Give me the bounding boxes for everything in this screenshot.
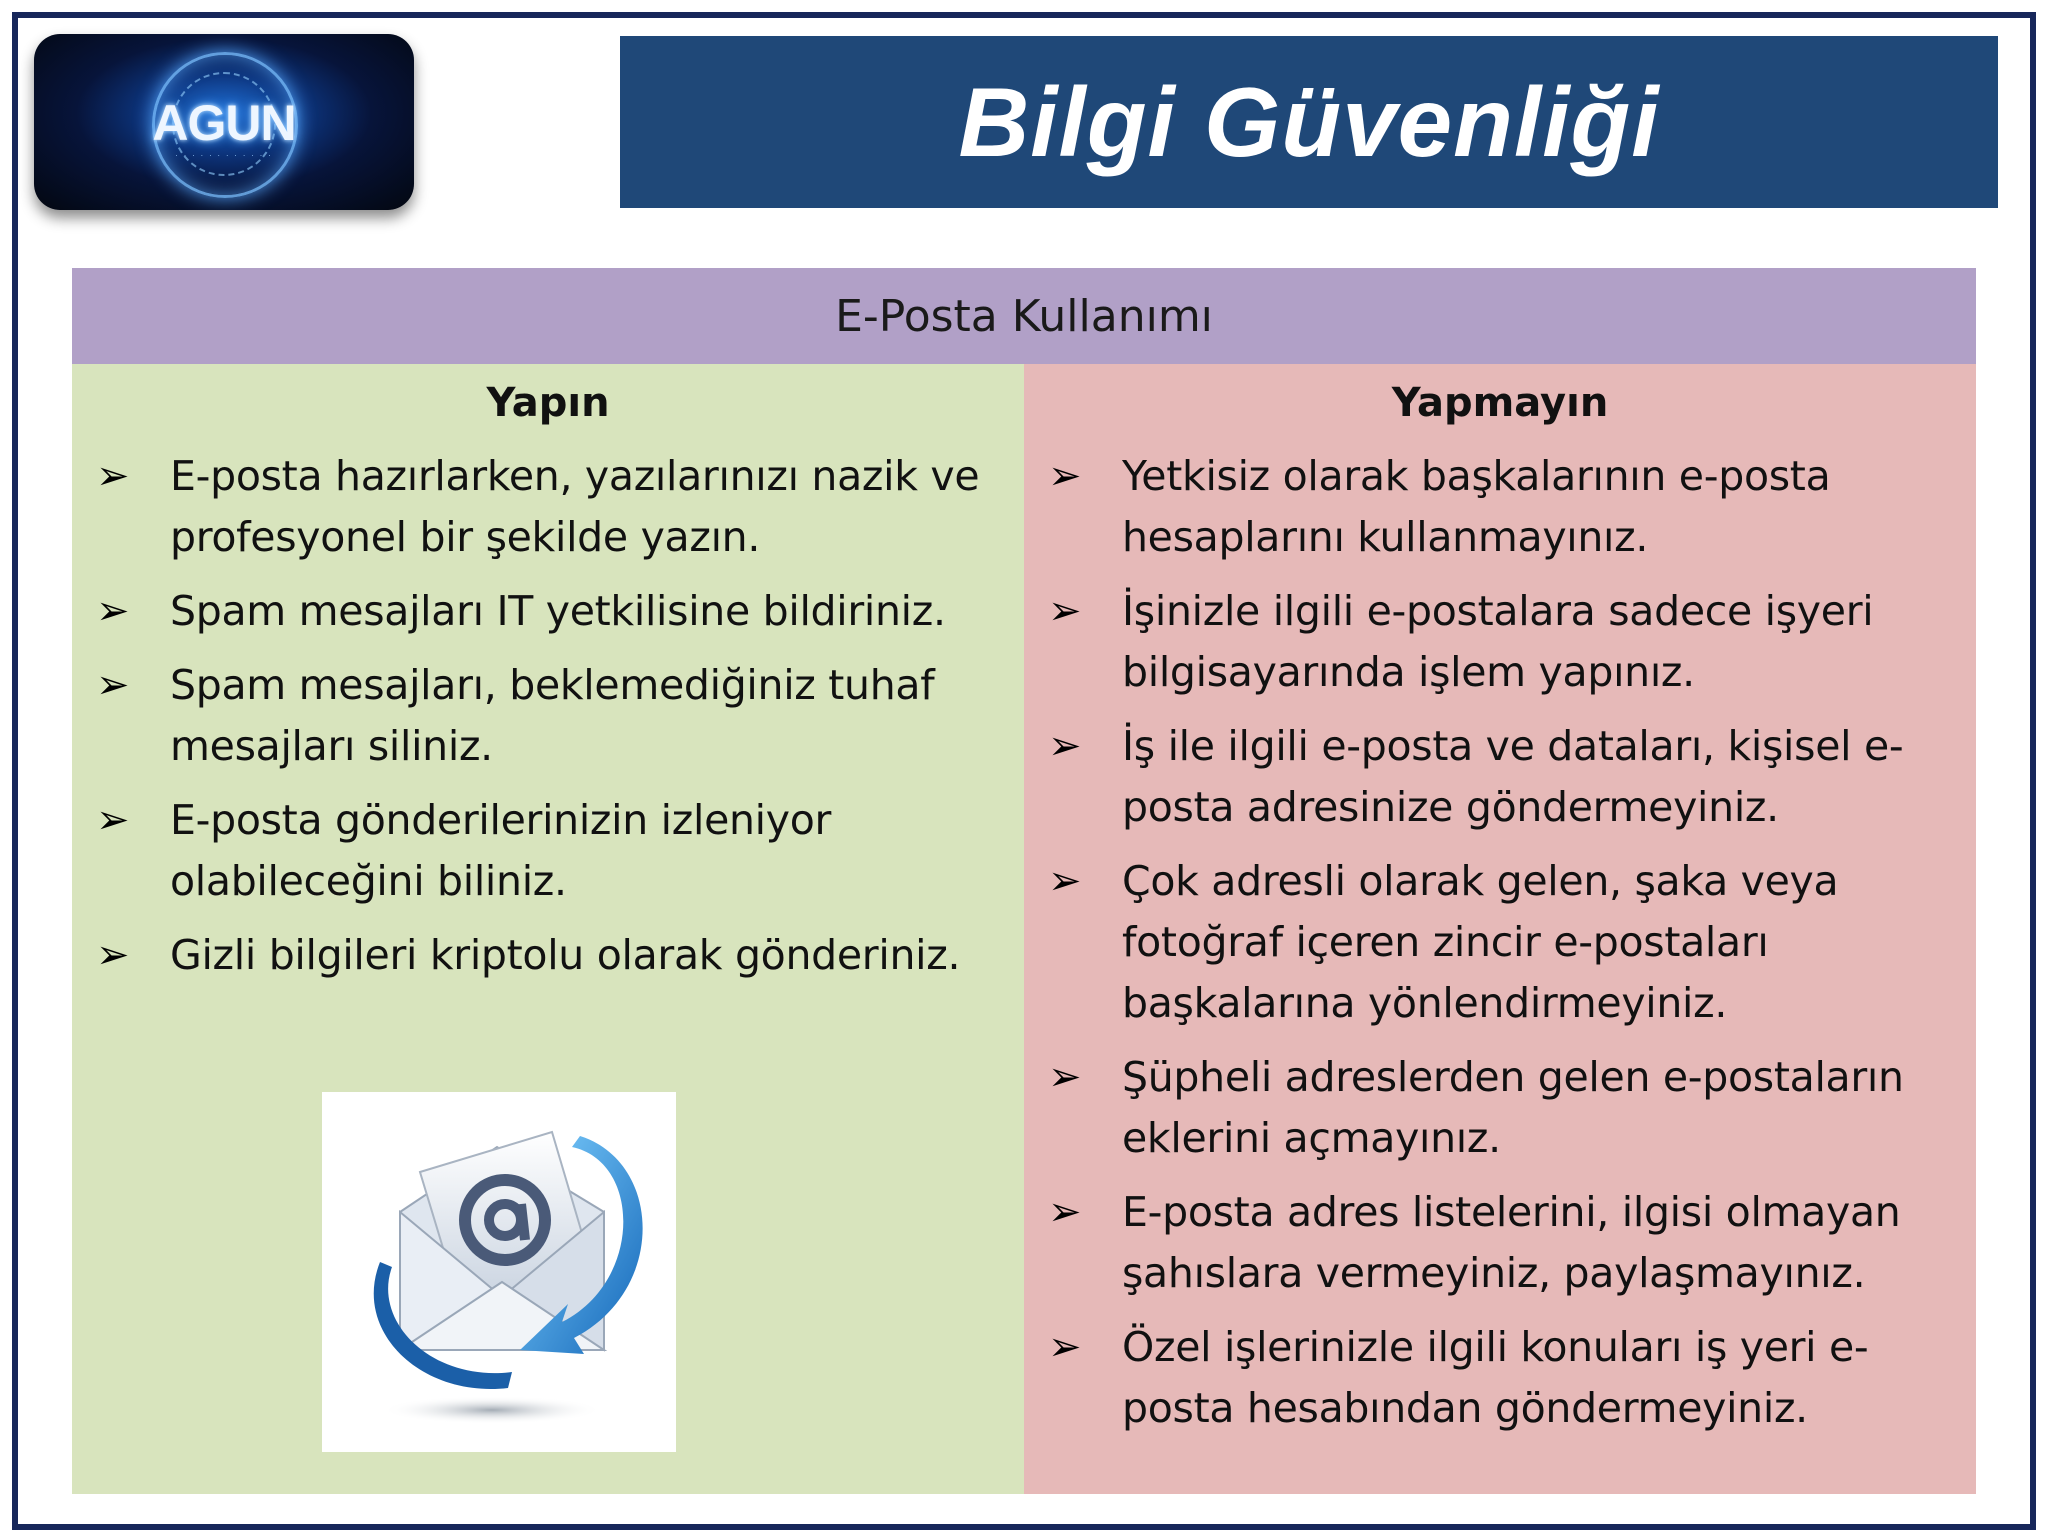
arrowhead-bullet-icon: ➢	[96, 453, 130, 499]
arrowhead-bullet-icon: ➢	[1048, 1324, 1082, 1370]
do-item: ➢ E-posta hazırlarken, yazılarınızı nazik ve profesyonel bir şekilde yazın.	[72, 446, 1024, 568]
dont-heading: Yapmayın	[1391, 380, 1609, 426]
do-item: ➢ E-posta gönderilerinizin izleniyor olabileceğini biliniz.	[72, 790, 1024, 912]
agun-logo	[34, 34, 414, 210]
arrowhead-bullet-icon: ➢	[96, 588, 130, 634]
page-title: Bilgi Güvenliği	[958, 66, 1660, 177]
do-item: ➢ Gizli bilgileri kriptolu olarak gönderiniz.	[72, 925, 1024, 986]
arrowhead-bullet-icon: ➢	[1048, 1189, 1082, 1235]
arrowhead-bullet-icon: ➢	[96, 932, 130, 978]
section-title: E-Posta Kullanımı	[835, 290, 1213, 342]
arrowhead-bullet-icon: ➢	[1048, 453, 1082, 499]
dont-item: ➢ Özel işlerinizle ilgili konuları iş yeri e-posta hesabından göndermeyiniz.	[1024, 1317, 1976, 1439]
logo-tagline: · · · · · · · · · · · ·	[175, 152, 273, 160]
arrowhead-bullet-icon: ➢	[1048, 1054, 1082, 1100]
logo-text: AGUN	[152, 95, 296, 151]
dont-item: ➢ Çok adresli olarak gelen, şaka veya fotoğraf içeren zincir e-postaları başkalarına yönlendirmeyiniz.	[1024, 851, 1976, 1034]
arrowhead-bullet-icon: ➢	[1048, 723, 1082, 769]
arrowhead-bullet-icon: ➢	[96, 797, 130, 843]
dont-item: ➢ Yetkisiz olarak başkalarının e-posta hesaplarını kullanmayınız.	[1024, 446, 1976, 568]
do-heading: Yapın	[486, 380, 610, 426]
do-list	[72, 438, 1024, 986]
dont-item: ➢ İş ile ilgili e-posta ve dataları, kişisel e-posta adresinize göndermeyiniz.	[1024, 716, 1976, 838]
email-envelope-icon	[322, 1092, 676, 1452]
dont-column	[1024, 364, 1976, 1494]
arrowhead-bullet-icon: ➢	[1048, 588, 1082, 634]
dont-list	[1024, 438, 1976, 1439]
title-bar	[620, 36, 1998, 208]
dont-item: ➢ İşinizle ilgili e-postalara sadece işyeri bilgisayarında işlem yapınız.	[1024, 581, 1976, 703]
section-header	[72, 268, 1976, 364]
do-item: ➢ Spam mesajları, beklemediğiniz tuhaf mesajları siliniz.	[72, 655, 1024, 777]
arrowhead-bullet-icon: ➢	[1048, 858, 1082, 904]
dont-item: ➢ E-posta adres listelerini, ilgisi olmayan şahıslara vermeyiniz, paylaşmayınız.	[1024, 1182, 1976, 1304]
do-item: ➢ Spam mesajları IT yetkilisine bildiriniz.	[72, 581, 1024, 642]
arrowhead-bullet-icon: ➢	[96, 662, 130, 708]
dont-item: ➢ Şüpheli adreslerden gelen e-postaların eklerini açmayınız.	[1024, 1047, 1976, 1169]
